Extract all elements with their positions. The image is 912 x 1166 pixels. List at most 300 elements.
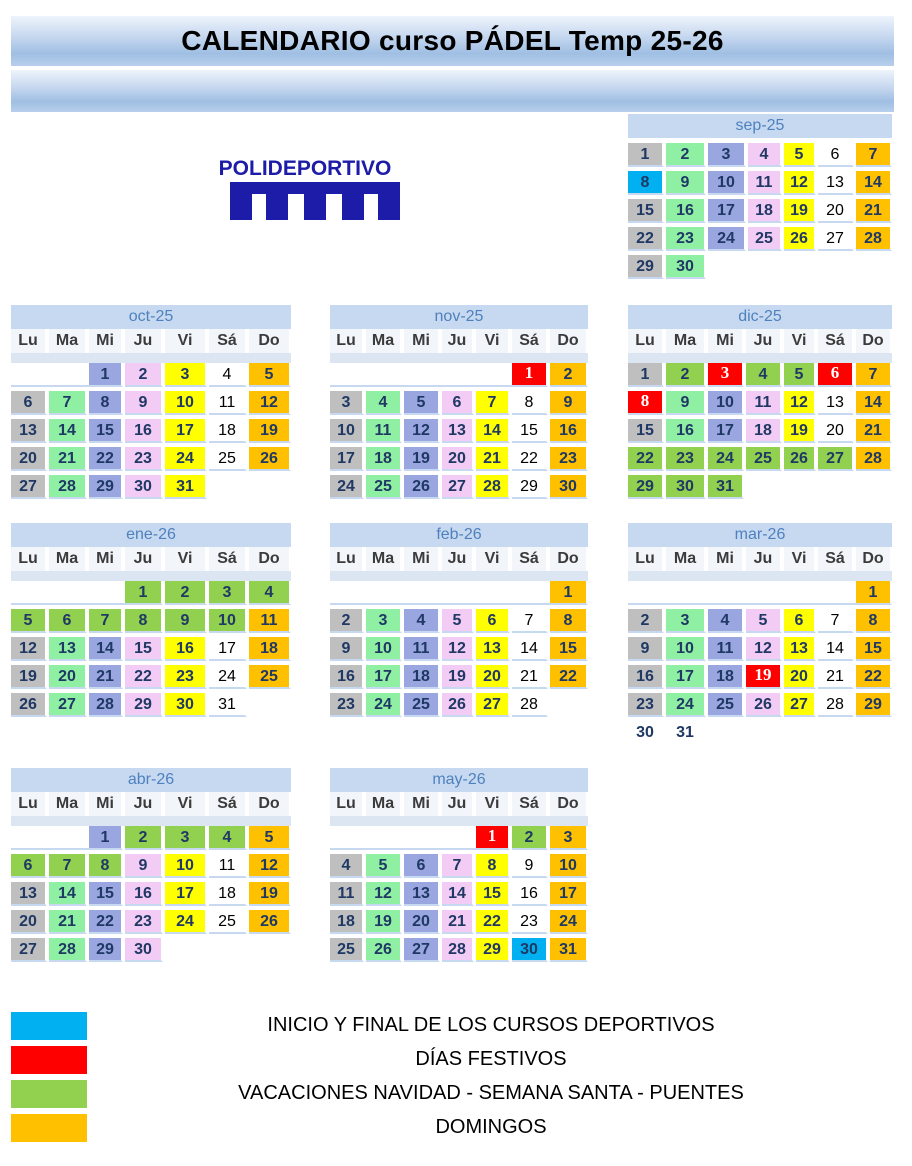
day-cell: 21 xyxy=(856,419,892,443)
logo-text: POLIDEPORTIVO xyxy=(218,157,392,180)
day-cell: 8 xyxy=(550,609,588,633)
day-cell: 24 xyxy=(666,693,706,717)
subtitle-band xyxy=(11,70,894,112)
day-cell: 14 xyxy=(818,637,854,661)
day-cell: 23 xyxy=(666,227,706,251)
day-cell: 9 xyxy=(666,171,706,195)
day-cell: 15 xyxy=(89,882,123,906)
day-cell: 24 xyxy=(165,910,207,934)
legend-swatch-blue xyxy=(11,1012,87,1040)
day-cell: 11 xyxy=(209,854,247,878)
day-cell: 2 xyxy=(125,363,163,387)
day-cell: 16 xyxy=(165,637,207,661)
day-cell: 28 xyxy=(49,938,87,962)
day-cell: 5 xyxy=(249,826,291,850)
day-cell: 1 xyxy=(628,143,664,167)
header-stripe xyxy=(330,353,588,363)
day-cell: 22 xyxy=(476,910,510,934)
header-stripe xyxy=(11,353,291,363)
weekday-header: Ju xyxy=(442,547,474,571)
weekday-header: Do xyxy=(249,547,291,571)
day-cell: 10 xyxy=(209,609,247,633)
day-cell: 1 xyxy=(628,363,664,387)
day-cell: 12 xyxy=(784,171,816,195)
day-cell: 18 xyxy=(746,419,782,443)
month-title: may-26 xyxy=(330,768,588,792)
day-cell: 17 xyxy=(550,882,588,906)
header-stripe xyxy=(628,353,892,363)
day-cell: 23 xyxy=(125,447,163,471)
day-cell: 24 xyxy=(366,693,402,717)
day-cell: 13 xyxy=(818,171,854,195)
day-cell: 13 xyxy=(476,637,510,661)
day-cell: 3 xyxy=(708,143,746,167)
day-cell: 30 xyxy=(512,938,548,962)
day-cell: 8 xyxy=(628,391,664,415)
empty-cells xyxy=(628,581,856,605)
day-cell: 10 xyxy=(330,419,364,443)
day-cell: 15 xyxy=(856,637,892,661)
day-cell: 17 xyxy=(330,447,364,471)
day-cell: 15 xyxy=(628,419,664,443)
day-cell: 9 xyxy=(330,637,364,661)
weekday-header: Mi xyxy=(404,329,440,353)
day-cell: 17 xyxy=(708,199,746,223)
day-cell: 21 xyxy=(476,447,510,471)
day-cell: 15 xyxy=(476,882,510,906)
empty-cells xyxy=(330,363,512,387)
day-cell: 5 xyxy=(784,143,816,167)
day-cell: 7 xyxy=(476,391,510,415)
day-cell: 19 xyxy=(746,665,782,689)
day-cell: 13 xyxy=(442,419,474,443)
day-cell: 18 xyxy=(209,882,247,906)
month-title: mar-26 xyxy=(628,523,892,547)
weekday-header: Ju xyxy=(746,329,782,353)
day-cell: 9 xyxy=(125,854,163,878)
day-cell: 7 xyxy=(818,609,854,633)
day-cell: 20 xyxy=(11,910,47,934)
weekday-header: Sá xyxy=(512,792,548,816)
day-cell: 31 xyxy=(708,475,744,499)
day-cell: 7 xyxy=(856,143,892,167)
day-cell: 25 xyxy=(330,938,364,962)
day-cell: 26 xyxy=(746,693,782,717)
weekday-header: Lu xyxy=(11,792,47,816)
day-cell: 21 xyxy=(442,910,474,934)
day-cell: 10 xyxy=(165,854,207,878)
weekday-header: Ju xyxy=(125,792,163,816)
day-cell: 3 xyxy=(550,826,588,850)
day-cell: 6 xyxy=(784,609,816,633)
day-cell: 22 xyxy=(89,910,123,934)
day-cell: 2 xyxy=(666,363,706,387)
day-cell: 25 xyxy=(209,910,247,934)
day-cell: 20 xyxy=(476,665,510,689)
svg-text:O: O xyxy=(266,204,281,224)
day-cell: 17 xyxy=(165,419,207,443)
weekday-header: Lu xyxy=(330,329,364,353)
day-cell: 5 xyxy=(249,363,291,387)
day-cell: 17 xyxy=(209,637,247,661)
day-cell: 12 xyxy=(404,419,440,443)
svg-text:N: N xyxy=(230,204,243,224)
day-cell: 11 xyxy=(748,171,782,195)
day-cell: 5 xyxy=(442,609,474,633)
day-cell: 26 xyxy=(366,938,402,962)
day-cell: 13 xyxy=(784,637,816,661)
day-cell: 21 xyxy=(818,665,854,689)
day-cell: 3 xyxy=(330,391,364,415)
day-cell: 23 xyxy=(330,693,364,717)
day-cell: 23 xyxy=(550,447,588,471)
day-cell: 16 xyxy=(330,665,364,689)
day-cell: 29 xyxy=(628,475,664,499)
svg-text:I: I xyxy=(342,204,348,224)
weekday-header: Lu xyxy=(628,547,664,571)
weekday-header: Vi xyxy=(165,547,207,571)
weekday-header: Ju xyxy=(442,792,474,816)
weekday-header: Do xyxy=(550,547,588,571)
day-cell: 17 xyxy=(666,665,706,689)
weekday-header: Ju xyxy=(125,329,163,353)
day-cell: 9 xyxy=(512,854,548,878)
day-cell: 2 xyxy=(550,363,588,387)
legend-swatch-green xyxy=(11,1080,87,1108)
weekday-header: Vi xyxy=(476,792,510,816)
day-cell: 26 xyxy=(784,227,816,251)
month-title: abr-26 xyxy=(11,768,291,792)
day-cell: 16 xyxy=(628,665,664,689)
day-cell: 28 xyxy=(476,475,510,499)
day-cell: 11 xyxy=(330,882,364,906)
day-cell: 22 xyxy=(550,665,588,689)
legend-label: DÍAS FESTIVOS xyxy=(415,1048,567,1070)
day-cell: 28 xyxy=(512,693,548,717)
day-cell: 12 xyxy=(746,637,782,661)
weekday-header: Sá xyxy=(818,547,854,571)
day-cell: 21 xyxy=(89,665,123,689)
day-cell: 3 xyxy=(209,581,247,605)
empty-cells xyxy=(330,581,550,605)
day-cell: 30 xyxy=(125,475,163,499)
day-cell: 3 xyxy=(366,609,402,633)
day-cell: 24 xyxy=(330,475,364,499)
header-stripe xyxy=(330,816,588,826)
day-cell: 25 xyxy=(249,665,291,689)
day-cell: 11 xyxy=(366,419,402,443)
legend-label: INICIO Y FINAL DE LOS CURSOS DEPORTIVOS xyxy=(267,1014,715,1036)
day-cell: 11 xyxy=(249,609,291,633)
day-cell: 9 xyxy=(666,391,706,415)
day-cell: 19 xyxy=(784,419,816,443)
weekday-header: Sá xyxy=(818,329,854,353)
weekday-header: Mi xyxy=(404,792,440,816)
day-cell: 27 xyxy=(442,475,474,499)
weekday-header: Vi xyxy=(784,547,816,571)
day-cell: 17 xyxy=(165,882,207,906)
header-stripe xyxy=(628,571,892,581)
weekday-header: Do xyxy=(249,329,291,353)
day-cell: 20 xyxy=(442,447,474,471)
header-stripe xyxy=(11,571,291,581)
day-cell: 4 xyxy=(404,609,440,633)
day-cell: 31 xyxy=(165,475,207,499)
month-title: nov-25 xyxy=(330,305,588,329)
day-cell: 13 xyxy=(11,882,47,906)
day-cell: 14 xyxy=(89,637,123,661)
weekday-header: Mi xyxy=(404,547,440,571)
day-cell: 1 xyxy=(550,581,588,605)
day-cell: 15 xyxy=(512,419,548,443)
weekday-header: Lu xyxy=(628,329,664,353)
day-cell: 18 xyxy=(708,665,744,689)
day-cell: 3 xyxy=(666,609,706,633)
day-cell: 28 xyxy=(856,227,892,251)
weekday-header: Ju xyxy=(442,329,474,353)
day-cell: 27 xyxy=(404,938,440,962)
day-cell: 12 xyxy=(249,854,291,878)
day-cell: 24 xyxy=(550,910,588,934)
weekday-header: Ju xyxy=(746,547,782,571)
day-cell: 8 xyxy=(476,854,510,878)
day-cell: 4 xyxy=(209,363,247,387)
day-cell: 22 xyxy=(628,447,664,471)
day-cell: 6 xyxy=(818,363,854,387)
day-cell: 8 xyxy=(856,609,892,633)
day-cell: 11 xyxy=(746,391,782,415)
month-title: oct-25 xyxy=(11,305,291,329)
day-cell: 21 xyxy=(49,447,87,471)
weekday-header: Vi xyxy=(476,329,510,353)
day-cell: 19 xyxy=(784,199,816,223)
day-cell: 22 xyxy=(628,227,664,251)
month-title: ene-26 xyxy=(11,523,291,547)
month-title: feb-26 xyxy=(330,523,588,547)
day-cell: 5 xyxy=(784,363,816,387)
day-cell: 30 xyxy=(666,255,706,279)
legend-swatch-red xyxy=(11,1046,87,1074)
day-cell: 10 xyxy=(366,637,402,661)
day-cell: 14 xyxy=(476,419,510,443)
day-cell: 6 xyxy=(11,391,47,415)
day-cell: 19 xyxy=(366,910,402,934)
weekday-header: Ju xyxy=(125,547,163,571)
svg-text:A: A xyxy=(304,204,317,224)
day-cell: 16 xyxy=(550,419,588,443)
day-cell: 2 xyxy=(666,143,706,167)
weekday-header: Ma xyxy=(49,547,87,571)
empty-cells xyxy=(330,826,476,850)
day-cell: 31 xyxy=(209,693,247,717)
day-cell: 19 xyxy=(11,665,47,689)
day-cell: 2 xyxy=(125,826,163,850)
day-cell: 8 xyxy=(512,391,548,415)
day-cell: 13 xyxy=(404,882,440,906)
day-cell: 16 xyxy=(512,882,548,906)
legend-swatch-sunday xyxy=(11,1114,87,1142)
day-cell: 3 xyxy=(165,363,207,387)
day-cell: 8 xyxy=(89,391,123,415)
day-cell: 18 xyxy=(330,910,364,934)
day-cell: 30 xyxy=(666,475,706,499)
header-stripe xyxy=(11,816,291,826)
day-cell: 4 xyxy=(330,854,364,878)
day-cell: 11 xyxy=(404,637,440,661)
weekday-header: Lu xyxy=(11,547,47,571)
day-cell: 14 xyxy=(49,882,87,906)
day-cell: 27 xyxy=(784,693,816,717)
day-cell: 1 xyxy=(89,363,123,387)
day-cell: 6 xyxy=(11,854,47,878)
weekday-header: Do xyxy=(550,329,588,353)
day-cell: 28 xyxy=(442,938,474,962)
day-cell: 6 xyxy=(49,609,87,633)
weekday-header: Ma xyxy=(49,329,87,353)
day-cell: 28 xyxy=(856,447,892,471)
day-cell: 25 xyxy=(209,447,247,471)
day-cell: 17 xyxy=(366,665,402,689)
day-cell: 28 xyxy=(49,475,87,499)
day-cell: 4 xyxy=(746,363,782,387)
day-cell: 15 xyxy=(550,637,588,661)
day-cell: 29 xyxy=(89,475,123,499)
day-cell: 10 xyxy=(550,854,588,878)
day-cell: 12 xyxy=(784,391,816,415)
day-cell: 23 xyxy=(628,693,664,717)
day-cell: 15 xyxy=(89,419,123,443)
empty-cells xyxy=(11,363,89,387)
day-cell: 7 xyxy=(49,854,87,878)
weekday-header: Sá xyxy=(209,547,247,571)
polideportivo-logo xyxy=(200,140,410,250)
day-cell: 26 xyxy=(784,447,816,471)
day-cell: 10 xyxy=(708,391,744,415)
day-cell: 8 xyxy=(89,854,123,878)
day-cell: 7 xyxy=(89,609,123,633)
day-cell: 22 xyxy=(89,447,123,471)
day-cell: 18 xyxy=(748,199,782,223)
day-cell: 30 xyxy=(165,693,207,717)
day-cell: 20 xyxy=(784,665,816,689)
weekday-header: Lu xyxy=(330,547,364,571)
weekday-header: Lu xyxy=(330,792,364,816)
day-cell: 29 xyxy=(512,475,548,499)
day-cell: 25 xyxy=(708,693,744,717)
weekday-header: Mi xyxy=(89,547,123,571)
day-cell: 18 xyxy=(366,447,402,471)
legend-label: VACACIONES NAVIDAD - SEMANA SANTA - PUENTES xyxy=(238,1082,744,1104)
day-cell: 12 xyxy=(11,637,47,661)
header-stripe xyxy=(330,571,588,581)
day-cell: 20 xyxy=(818,199,854,223)
weekday-header: Sá xyxy=(512,329,548,353)
day-cell: 23 xyxy=(512,910,548,934)
day-cell: 23 xyxy=(165,665,207,689)
day-cell: 3 xyxy=(165,826,207,850)
weekday-header: Mi xyxy=(708,329,744,353)
weekday-header: Sá xyxy=(209,792,247,816)
day-cell: 18 xyxy=(404,665,440,689)
day-cell: 6 xyxy=(818,143,854,167)
day-cell: 26 xyxy=(249,447,291,471)
day-cell: 29 xyxy=(89,938,123,962)
day-cell: 10 xyxy=(666,637,706,661)
empty-cells xyxy=(11,826,89,850)
day-cell: 17 xyxy=(708,419,744,443)
weekday-header: Mi xyxy=(89,329,123,353)
day-cell: 10 xyxy=(165,391,207,415)
day-cell: 14 xyxy=(442,882,474,906)
day-cell: 31 xyxy=(550,938,588,962)
day-cell: 9 xyxy=(165,609,207,633)
day-cell: 21 xyxy=(512,665,548,689)
day-cell: 10 xyxy=(708,171,746,195)
day-cell: 30 xyxy=(628,721,664,745)
day-cell: 26 xyxy=(11,693,47,717)
day-cell: 31 xyxy=(666,721,706,745)
day-cell: 24 xyxy=(209,665,247,689)
day-cell: 14 xyxy=(49,419,87,443)
day-cell: 4 xyxy=(209,826,247,850)
day-cell: 21 xyxy=(856,199,892,223)
weekday-header: Ma xyxy=(666,329,706,353)
day-cell: 25 xyxy=(404,693,440,717)
day-cell: 5 xyxy=(11,609,47,633)
day-cell: 3 xyxy=(708,363,744,387)
day-cell: 4 xyxy=(249,581,291,605)
day-cell: 20 xyxy=(11,447,47,471)
day-cell: 24 xyxy=(708,447,744,471)
day-cell: 23 xyxy=(125,910,163,934)
day-cell: 25 xyxy=(746,447,782,471)
day-cell: 27 xyxy=(11,938,47,962)
day-cell: 28 xyxy=(89,693,123,717)
day-cell: 11 xyxy=(708,637,744,661)
day-cell: 1 xyxy=(125,581,163,605)
svg-text:N: N xyxy=(378,204,391,224)
day-cell: 27 xyxy=(49,693,87,717)
day-cell: 6 xyxy=(404,854,440,878)
day-cell: 1 xyxy=(512,363,548,387)
day-cell: 1 xyxy=(856,581,892,605)
weekday-header: Sá xyxy=(209,329,247,353)
day-cell: 12 xyxy=(366,882,402,906)
weekday-header: Mi xyxy=(708,547,744,571)
day-cell: 4 xyxy=(708,609,744,633)
day-cell: 27 xyxy=(818,447,854,471)
day-cell: 24 xyxy=(165,447,207,471)
day-cell: 7 xyxy=(512,609,548,633)
day-cell: 2 xyxy=(330,609,364,633)
day-cell: 22 xyxy=(125,665,163,689)
day-cell: 4 xyxy=(748,143,782,167)
day-cell: 13 xyxy=(49,637,87,661)
day-cell: 1 xyxy=(476,826,510,850)
weekday-header: Vi xyxy=(476,547,510,571)
weekday-header: Do xyxy=(249,792,291,816)
day-cell: 13 xyxy=(818,391,854,415)
month-title: sep-25 xyxy=(628,114,892,138)
day-cell: 27 xyxy=(818,227,854,251)
weekday-header: Do xyxy=(856,329,892,353)
day-cell: 29 xyxy=(125,693,163,717)
day-cell: 20 xyxy=(404,910,440,934)
day-cell: 6 xyxy=(442,391,474,415)
day-cell: 27 xyxy=(476,693,510,717)
day-cell: 13 xyxy=(11,419,47,443)
day-cell: 2 xyxy=(512,826,548,850)
